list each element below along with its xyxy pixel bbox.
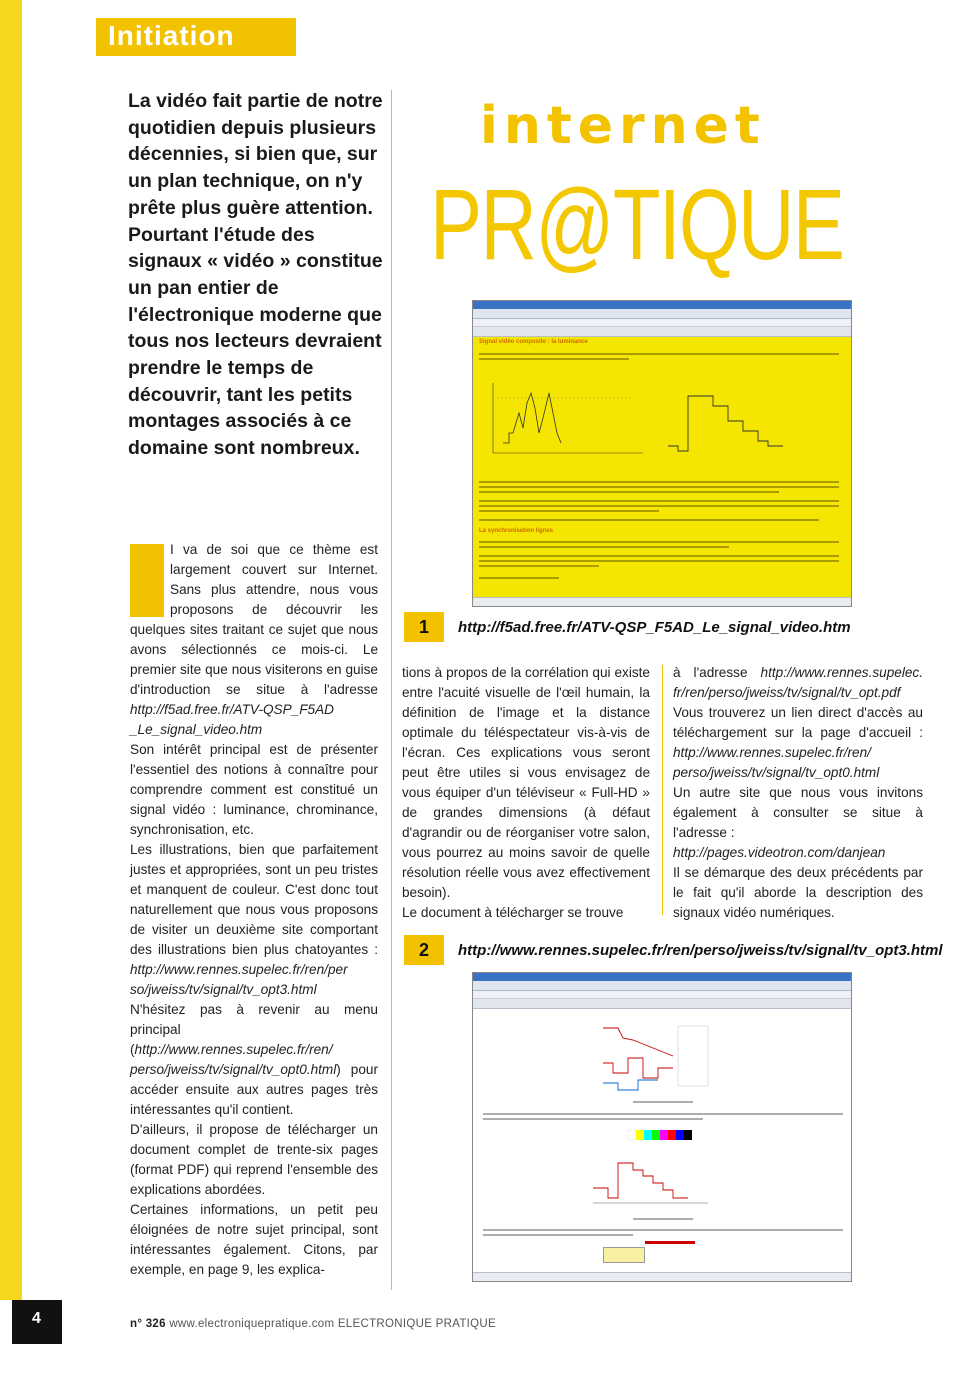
footer-credit: [130, 1318, 496, 1330]
col1-paragraph-2: Son intérêt principal est de présenter l'essentiel des notions à connaître pour comprendre comment est constitué un signal vidéo : luminance, chrominance, synchronisation, etc.: [130, 742, 378, 837]
text-line: [479, 555, 839, 557]
col1-paragraph-5: D'ailleurs, il propose de télécharger un document complet de trente-six pages (format PDF) qui reprend l'ensemble des explications abordées.: [130, 1122, 378, 1197]
figure-caption: [633, 1101, 693, 1103]
text-line: [483, 1118, 703, 1120]
status-bar: [473, 1272, 851, 1281]
column-3: [673, 663, 923, 923]
text-line: [479, 510, 659, 512]
title-internet: internet: [480, 96, 766, 156]
section-header: [96, 18, 296, 56]
text-line: [479, 519, 819, 521]
status-bar: [473, 597, 851, 606]
footer-magazine: ELECTRONIQUE PRATIQUE: [337, 1318, 496, 1330]
staircase-diagram: [668, 386, 828, 461]
shot1-subheading: La synchronisation lignes: [479, 528, 554, 534]
tab-bar: [473, 999, 851, 1009]
page-number-box: [12, 1300, 62, 1344]
text-line: [479, 560, 839, 562]
color-bar-diagram: [588, 1128, 738, 1213]
issue-number: n° 326: [130, 1318, 166, 1330]
section-label: Initiation: [108, 20, 235, 51]
col3-url-1: http://www.rennes.supelec. fr/ren/perso/jweiss/tv/signal/tv_opt.pdf: [673, 665, 923, 700]
luminance-block: [603, 1247, 645, 1263]
tab-bar: [473, 327, 851, 337]
col1-url-3: http://www.rennes.supelec.fr/ren/ perso/jweiss/tv/signal/tv_opt0.html: [130, 1042, 337, 1077]
text-line: [479, 505, 839, 507]
window-titlebar: [473, 301, 851, 309]
col1-paragraph-6: Certaines informations, un petit peu éloignées de notre sujet principal, sont intéressantes également. Citons, par exemple, en page 9, les explica-: [130, 1202, 378, 1277]
caption-number: 1: [404, 612, 444, 642]
text-line: [483, 1229, 843, 1231]
caption-url: http://f5ad.free.fr/ATV-QSP_F5AD_Le_signal_video.htm: [458, 618, 851, 636]
column-divider-2: [662, 665, 663, 915]
col3-paragraph-3: Un autre site que nous vous invitons également à consulter se situe à l'adresse :: [673, 785, 923, 840]
col3-url-2: http://www.rennes.supelec.fr/ren/ perso/jweiss/tv/signal/tv_opt0.html: [673, 745, 880, 780]
text-line: [479, 491, 779, 493]
column-divider: [391, 90, 392, 1290]
text-line: [479, 546, 729, 548]
col3-paragraph-4: Il se démarque des deux précédents par le fait qu'il aborde la description des signaux vidéo numériques.: [673, 865, 923, 920]
title-pratique: PR@TIQUE: [430, 169, 844, 281]
text-line: [483, 1113, 843, 1115]
address-bar: [473, 309, 851, 319]
text-line: [479, 486, 839, 488]
menu-bar: [473, 319, 851, 327]
col3-paragraph-2a: Vous trouverez un lien direct d'accès au téléchargement sur la page d'accueil :: [673, 705, 923, 740]
menu-bar: [473, 991, 851, 999]
text-line: [479, 358, 629, 360]
luminance-diagram: [483, 373, 653, 463]
screenshot-1: [472, 300, 852, 607]
caption-1: [404, 612, 851, 642]
figure-caption: [633, 1218, 693, 1220]
col2-paragraph-1: tions à propos de la corrélation qui existe entre l'acuité visuelle de l'œil humain, la définition de l'image et la distance optimale du téléspectateur vis-à-vis de l'écran. Ces explications vous seront peut être utiles si vous envisagez de vous équiper d'un téléviseur « Full-HD » de grandes dimensions (à défaut d'agrandir ou de réorganiser votre salon, vous pourrez au moins savoir de quelle résolution réelle vous avez effectivement besoin).: [402, 665, 650, 900]
caption-number: 2: [404, 935, 444, 965]
col2-paragraph-2: Le document à télécharger se trouve: [402, 905, 624, 920]
text-line: [479, 481, 839, 483]
col3-paragraph-1a: à l'adresse: [673, 665, 748, 680]
text-line: [479, 500, 839, 502]
timing-diagram-1: [598, 1018, 718, 1098]
chrominance-bar: [645, 1241, 695, 1244]
footer-site: www.electroniquepratique.com: [169, 1318, 335, 1330]
col1-paragraph-4a: N'hésitez pas à revenir au menu principal (: [130, 1002, 378, 1057]
col1-url-2: http://www.rennes.supelec.fr/ren/per so/jweiss/tv/signal/tv_opt3.html: [130, 962, 348, 997]
text-line: [483, 1234, 633, 1236]
col1-url-1: http://f5ad.free.fr/ATV-QSP_F5AD _Le_signal_video.htm: [130, 702, 334, 737]
column-1: [130, 540, 378, 1280]
window-titlebar: [473, 973, 851, 981]
text-line: [479, 577, 559, 579]
dropcap: [130, 544, 164, 617]
column-2: [402, 663, 650, 923]
intro-paragraph: La vidéo fait partie de notre quotidien depuis plusieurs décennies, si bien que, sur un plan technique, on n'y prête plus guère attention. Pourtant l'étude des signaux « vidéo » constitue un pan entier de l'électronique moderne que tous nos lecteurs devraient prendre le temps de découvrir, tant les petits montages associés à ce domaine sont nombreux.: [128, 90, 383, 460]
text-line: [479, 353, 839, 355]
page-number: 4: [32, 1310, 41, 1327]
col3-url-3: http://pages.videotron.com/danjean: [673, 845, 886, 860]
caption-2: [404, 935, 943, 965]
col1-paragraph-3: Les illustrations, bien que parfaitement justes et appropriées, sont un peu tristes et manquent de couleur. C'est donc tout naturellement que nous vous proposons de visiter un deuxième site comportant des illustrations bien plus chatoyantes :: [130, 842, 378, 957]
col1-paragraph-1: I va de soi que ce thème est largement couvert sur Internet. Sans plus attendre, nous vous proposons de découvrir les quelques sites traitant ce sujet que nous avons sélectionnés ce mois-ci. Le premier site que nous visiterons en guise d'introduction se situe à l'adresse: [130, 542, 378, 697]
text-line: [479, 541, 839, 543]
caption-url: http://www.rennes.supelec.fr/ren/perso/jweiss/tv/signal/tv_opt3.html: [458, 941, 943, 959]
shot1-heading: Signal vidéo composite : la luminance: [479, 339, 588, 345]
screenshot-2: [472, 972, 852, 1282]
address-bar: [473, 981, 851, 991]
text-line: [479, 565, 599, 567]
col1-paragraph-4b: ) pour accéder ensuite aux autres pages très intéressantes qu'il contient.: [130, 1062, 378, 1117]
left-yellow-band: [0, 0, 22, 1300]
